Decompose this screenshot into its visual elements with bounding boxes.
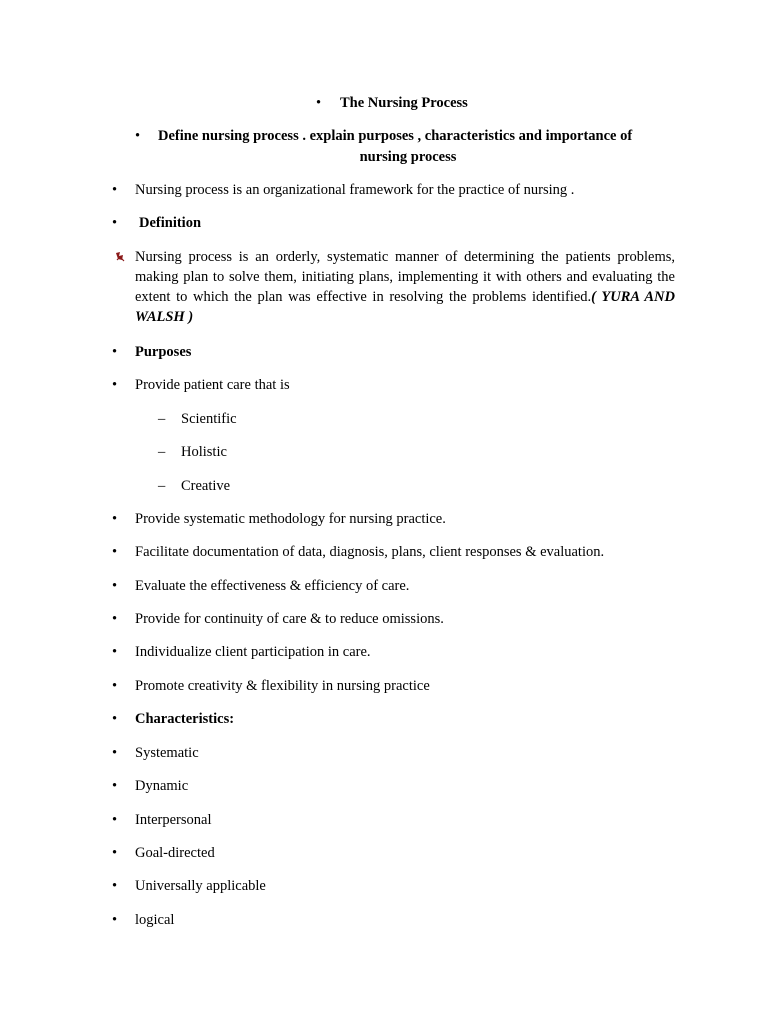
purposes-item: Facilitate documentation of data, diagnosis, plans, client responses & evaluation. [135, 544, 605, 560]
decorative-symbol-icon [114, 251, 126, 263]
definition-citation: ( YURA AND WALSH ) [135, 289, 676, 325]
bullet: • [112, 745, 118, 761]
purposes-item: Individualize client participation in care. [135, 644, 371, 660]
characteristics-item: Systematic [135, 745, 199, 761]
bullet: • [112, 611, 118, 627]
question-line-2: nursing process [359, 149, 457, 165]
document-title: The Nursing Process [340, 95, 468, 111]
definition-heading: Definition [139, 215, 202, 231]
bullet: • [112, 878, 118, 894]
dash: – [158, 411, 166, 427]
purposes-lead: Provide patient care that is [135, 377, 290, 393]
purposes-item: Provide systematic methodology for nursing practice. [135, 511, 446, 527]
bullet: • [112, 812, 118, 828]
characteristics-item: Interpersonal [135, 812, 212, 828]
bullet: • [112, 778, 118, 794]
bullet: • [112, 845, 118, 861]
bullet: • [112, 578, 118, 594]
characteristics-item: Goal-directed [135, 845, 215, 861]
purposes-item: Promote creativity & flexibility in nursing practice [135, 678, 430, 694]
bullet: • [112, 215, 118, 231]
purposes-item: Evaluate the effectiveness & efficiency of care. [135, 578, 410, 594]
bullet: • [112, 644, 118, 660]
characteristics-item: Dynamic [135, 778, 189, 794]
bullet: • [112, 711, 118, 727]
definition-paragraph [135, 247, 675, 327]
bullet: • [112, 344, 118, 360]
characteristics-heading: Characteristics: [135, 711, 235, 727]
dash: – [158, 444, 166, 460]
purposes-sub-item: Scientific [181, 411, 237, 427]
bullet: • [135, 128, 141, 144]
dash: – [158, 478, 166, 494]
intro-text: Nursing process is an organizational framework for the practice of nursing . [135, 182, 575, 198]
purposes-heading: Purposes [135, 344, 192, 360]
definition-text: Nursing process is an orderly, systematic manner of determining the patients problems, making plan to solve them, initiating plans, implementing it with others and evaluating the extent to which the plan was effective in resolving the problems identified. [135, 249, 675, 305]
bullet: • [316, 95, 322, 111]
characteristics-item: logical [135, 912, 175, 928]
bullet: • [112, 182, 118, 198]
question-line-1: Define nursing process . explain purposes , characteristics and importance of [158, 128, 633, 144]
bullet: • [112, 544, 118, 560]
bullet: • [112, 912, 118, 928]
characteristics-item: Universally applicable [135, 878, 266, 894]
purposes-item: Provide for continuity of care & to reduce omissions. [135, 611, 444, 627]
bullet: • [112, 377, 118, 393]
bullet: • [112, 511, 118, 527]
purposes-sub-item: Holistic [181, 444, 227, 460]
purposes-sub-item: Creative [181, 478, 231, 494]
bullet: • [112, 678, 118, 694]
